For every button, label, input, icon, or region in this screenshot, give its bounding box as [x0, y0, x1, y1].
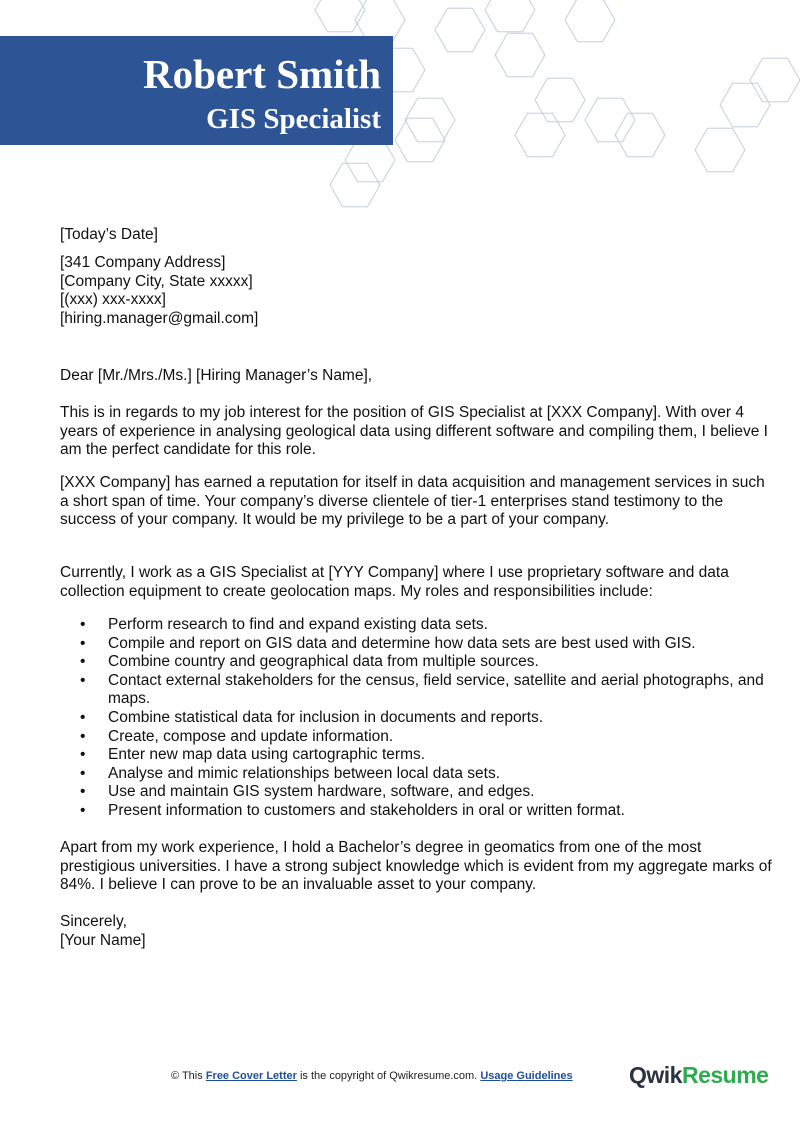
- logo-qwik: Qwik: [629, 1062, 682, 1088]
- copyright-footer: [171, 1070, 573, 1082]
- signature: [Your Name]: [60, 931, 146, 949]
- hexagon-shape: [405, 98, 455, 141]
- list-item: • Contact external stakeholders for the census, field service, satellite and aerial photographs, and maps.: [108, 672, 800, 709]
- hexagon-shape: [535, 78, 585, 121]
- footer-middle: is the copyright of Qwikresume.com.: [299, 1070, 478, 1082]
- free-cover-letter-link[interactable]: Free Cover Letter: [205, 1070, 297, 1082]
- logo-resume: Resume: [681, 1062, 769, 1088]
- list-item: • Create, compose and update information.: [108, 728, 800, 747]
- hexagon-shape: [435, 8, 485, 51]
- hexagon-shape: [695, 128, 745, 171]
- list-item: • Perform research to find and expand existing data sets.: [108, 616, 800, 635]
- paragraph-company: [XXX Company] has earned a reputation for itself in data acquisition and management services in such a short span of time. Your company’s diverse clientele of tier-1 enterprises stand testimony to the success of your company. It would be my privilege to be a part of your company.: [60, 474, 765, 529]
- list-item: • Combine country and geographical data from multiple sources.: [108, 653, 800, 672]
- list-item: • Present information to customers and stakeholders in oral or written format.: [108, 802, 800, 821]
- usage-guidelines-link[interactable]: Usage Guidelines: [480, 1070, 573, 1082]
- hexagon-shape: [750, 58, 800, 101]
- paragraph-current-role: Currently, I work as a GIS Specialist at [YYY Company] where I use proprietary software and data collection equipment to create geolocation maps. My roles and responsibilities include:: [60, 564, 729, 600]
- paragraph-education: Apart from my work experience, I hold a Bachelor’s degree in geomatics from one of the most prestigious universities. I have a strong subject knowledge which is evident from my aggregate marks of 84%. I believe I can prove to be an invaluable asset to your company.: [60, 839, 772, 894]
- header-banner: [0, 36, 393, 145]
- hexagon-shape: [395, 118, 445, 161]
- date: [Today’s Date]: [60, 226, 158, 243]
- list-item: • Use and maintain GIS system hardware, software, and edges.: [108, 783, 800, 802]
- list-item: • Analyse and mimic relationships between local data sets.: [108, 765, 800, 784]
- hexagon-shape: [720, 83, 770, 126]
- applicant-name: Robert Smith: [142, 51, 381, 97]
- hexagon-shape: [515, 113, 565, 156]
- city-state-line: [Company City, State xxxxx]: [60, 272, 253, 290]
- closing-text: Sincerely,: [60, 913, 127, 930]
- hexagon-shape: [485, 0, 535, 32]
- salutation: Dear [Mr./Mrs./Ms.] [Hiring Manager’s Name],: [60, 367, 373, 384]
- hexagon-shape: [495, 33, 545, 76]
- closing: [60, 913, 772, 950]
- list-item: • Compile and report on GIS data and determine how data sets are best used with GIS.: [108, 635, 800, 654]
- hexagon-shape: [565, 0, 615, 42]
- recipient-address: [60, 254, 772, 328]
- list-item: • Combine statistical data for inclusion in documents and reports.: [108, 709, 800, 728]
- list-item: • Enter new map data using cartographic terms.: [108, 746, 800, 765]
- qwikresume-logo[interactable]: [629, 1062, 768, 1089]
- phone-line: [(xxx) xxx-xxxx]: [60, 291, 166, 309]
- email-line: [hiring.manager@gmail.com]: [60, 309, 259, 327]
- job-title: GIS Specialist: [206, 103, 381, 135]
- footer-prefix: © This: [171, 1070, 203, 1082]
- hexagon-shape: [585, 98, 635, 141]
- hexagon-shape: [330, 163, 380, 206]
- responsibilities-list: [60, 616, 800, 821]
- hexagon-shape: [615, 113, 665, 156]
- address-line: [341 Company Address]: [60, 254, 226, 271]
- paragraph-intro: This is in regards to my job interest for the position of GIS Specialist at [XXX Company]. With over 4 years of experience in analysing geological data using different software and compiling them, I believe I am the perfect candidate for this role.: [60, 404, 768, 459]
